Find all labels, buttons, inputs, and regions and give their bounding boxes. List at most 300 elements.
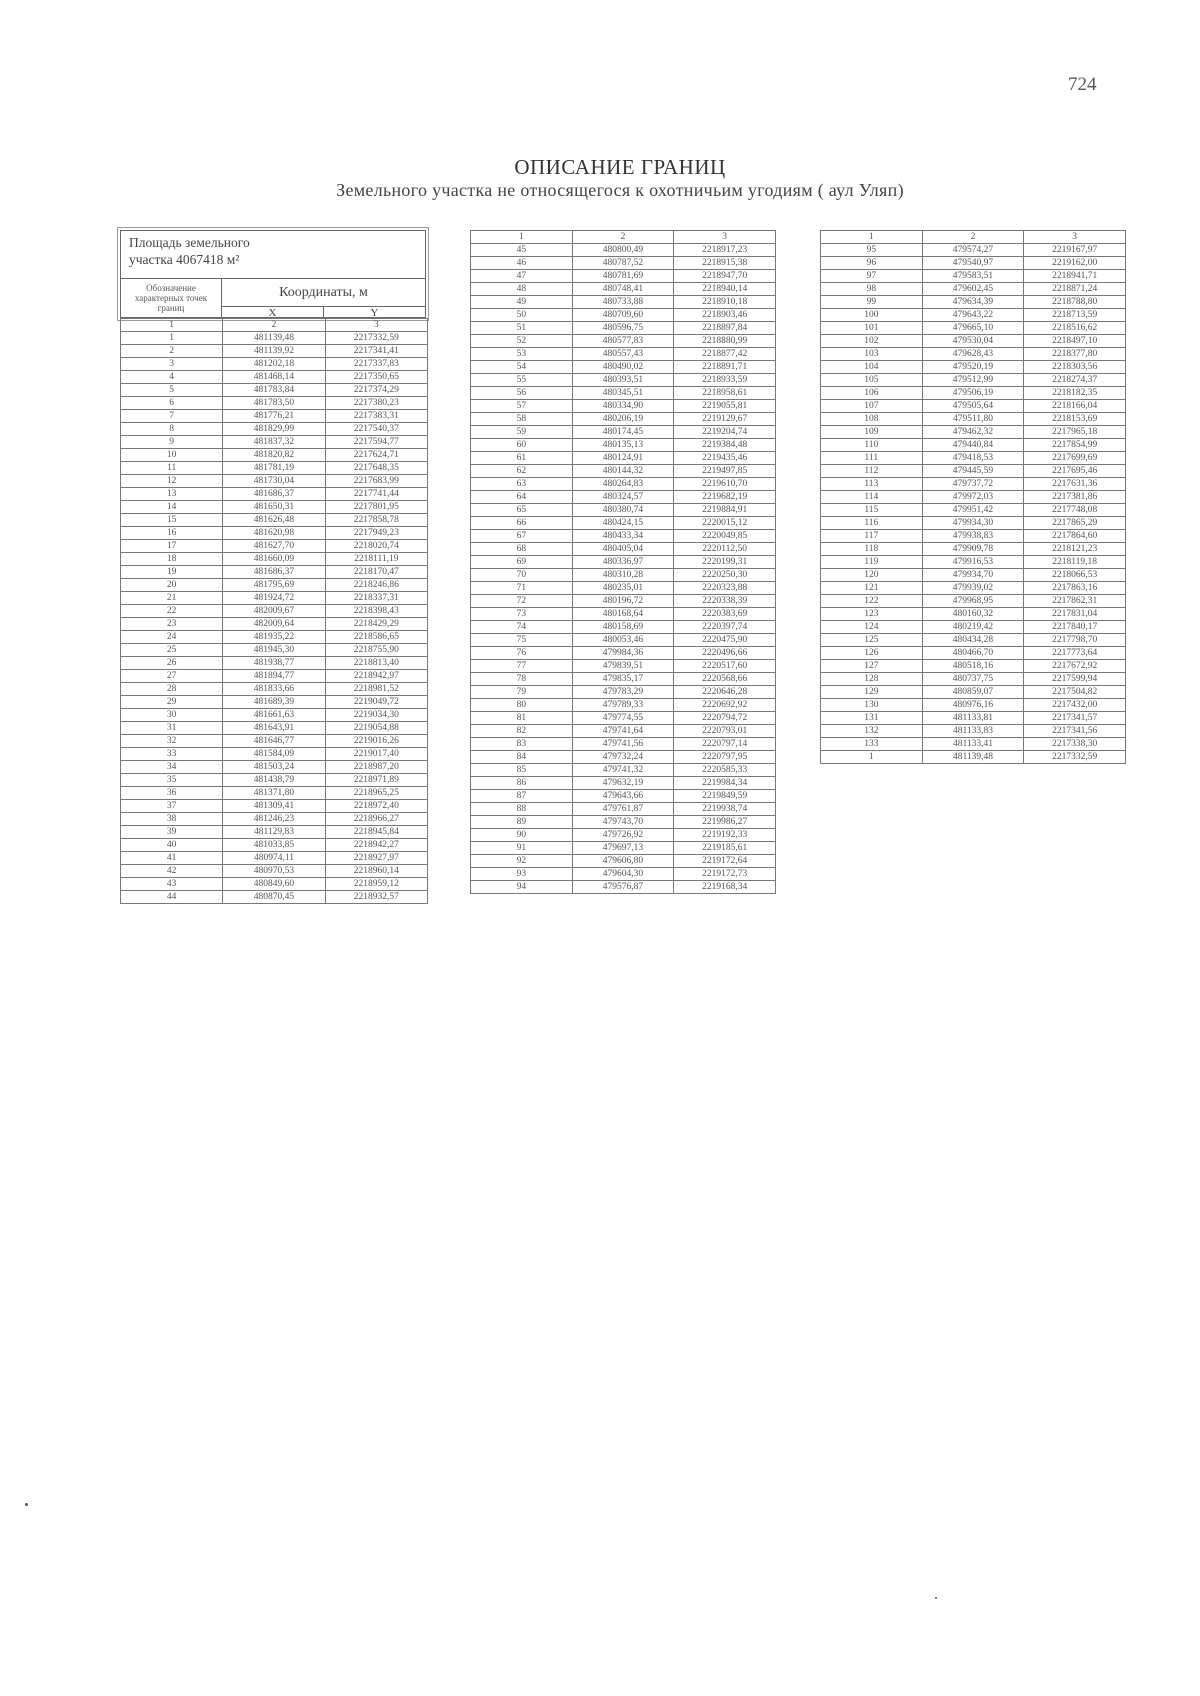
x-coordinate-cell: 479530,04 <box>922 335 1024 348</box>
y-coordinate-cell: 2217863,16 <box>1024 582 1126 595</box>
y-coordinate-cell: 2218170,47 <box>325 566 427 579</box>
point-number-cell: 13 <box>121 488 223 501</box>
table-row <box>821 738 1126 751</box>
x-coordinate-cell: 480737,75 <box>922 673 1024 686</box>
point-number-cell: 63 <box>471 478 573 491</box>
y-coordinate-cell: 2218971,89 <box>325 774 427 787</box>
x-coordinate-cell: 481620,98 <box>223 527 325 540</box>
y-coordinate-cell: 2217854,99 <box>1024 439 1126 452</box>
column-number-cell: 3 <box>325 319 427 332</box>
y-coordinate-cell: 2218880,99 <box>674 335 776 348</box>
y-coordinate-cell: 2217594,77 <box>325 436 427 449</box>
table-row <box>121 527 428 540</box>
table-row <box>471 257 776 270</box>
y-coordinate-cell: 2218516,62 <box>1024 322 1126 335</box>
point-number-cell: 28 <box>121 683 223 696</box>
point-number-cell: 10 <box>121 449 223 462</box>
y-coordinate-cell: 2219884,91 <box>674 504 776 517</box>
document-subtitle: Земельного участка не относящегося к охотничьим угодиям ( аул Уляп) <box>336 180 904 200</box>
point-number-cell: 67 <box>471 530 573 543</box>
table-row <box>821 296 1126 309</box>
x-coordinate-cell: 481924,72 <box>223 592 325 605</box>
x-coordinate-cell: 480158,69 <box>572 621 674 634</box>
x-coordinate-cell: 479604,30 <box>572 868 674 881</box>
point-number-cell: 76 <box>471 647 573 660</box>
point-number-cell: 55 <box>471 374 573 387</box>
point-number-cell: 94 <box>471 881 573 894</box>
table-row <box>821 569 1126 582</box>
table-row <box>471 283 776 296</box>
table-row <box>821 270 1126 283</box>
table-row <box>471 842 776 855</box>
table-row <box>121 722 428 735</box>
table-row <box>471 816 776 829</box>
y-coordinate-cell: 2217383,31 <box>325 410 427 423</box>
table-row <box>821 478 1126 491</box>
point-number-cell: 27 <box>121 670 223 683</box>
x-coordinate-cell: 480345,51 <box>572 387 674 400</box>
y-coordinate-cell: 2217648,35 <box>325 462 427 475</box>
y-coordinate-cell: 2220112,50 <box>674 543 776 556</box>
x-coordinate-cell: 479606,80 <box>572 855 674 868</box>
point-number-cell: 39 <box>121 826 223 839</box>
x-coordinate-cell: 481660,09 <box>223 553 325 566</box>
x-coordinate-cell: 481139,48 <box>223 332 325 345</box>
point-number-cell: 130 <box>821 699 923 712</box>
point-number-cell: 20 <box>121 579 223 592</box>
y-coordinate-cell: 2219610,70 <box>674 478 776 491</box>
table-row <box>471 868 776 881</box>
table-row <box>121 670 428 683</box>
x-coordinate-cell: 481795,69 <box>223 579 325 592</box>
scan-speck <box>935 1597 937 1599</box>
table-row <box>121 839 428 852</box>
y-coordinate-cell: 2220585,33 <box>674 764 776 777</box>
y-coordinate-cell: 2217337,83 <box>325 358 427 371</box>
y-coordinate-cell: 2217672,92 <box>1024 660 1126 673</box>
table-row <box>121 852 428 865</box>
y-coordinate-cell: 2218942,27 <box>325 839 427 852</box>
column-number-cell: 3 <box>1024 231 1126 244</box>
point-number-cell: 48 <box>471 283 573 296</box>
x-coordinate-cell: 479445,59 <box>922 465 1024 478</box>
y-coordinate-cell: 2218586,65 <box>325 631 427 644</box>
area-label-line1: Площадь земельного <box>129 235 250 250</box>
table-row <box>471 686 776 699</box>
x-coordinate-cell: 481584,09 <box>223 748 325 761</box>
x-coordinate-cell: 481776,21 <box>223 410 325 423</box>
table-row <box>821 634 1126 647</box>
y-coordinate-cell: 2220475,90 <box>674 634 776 647</box>
table-row <box>471 725 776 738</box>
x-coordinate-cell: 481837,32 <box>223 436 325 449</box>
table-row <box>121 878 428 891</box>
table-row <box>121 774 428 787</box>
y-coordinate-cell: 2218398,43 <box>325 605 427 618</box>
table-row <box>471 582 776 595</box>
x-coordinate-cell: 481643,91 <box>223 722 325 735</box>
x-coordinate-cell: 479909,78 <box>922 543 1024 556</box>
x-coordinate-cell: 481833,66 <box>223 683 325 696</box>
point-number-cell: 91 <box>471 842 573 855</box>
table-row <box>121 566 428 579</box>
point-number-cell: 66 <box>471 517 573 530</box>
x-coordinate-cell: 479697,13 <box>572 842 674 855</box>
y-coordinate-cell: 2219017,40 <box>325 748 427 761</box>
point-number-cell: 120 <box>821 569 923 582</box>
x-coordinate-cell: 479512,99 <box>922 374 1024 387</box>
point-number-cell: 60 <box>471 439 573 452</box>
y-coordinate-cell: 2217801,95 <box>325 501 427 514</box>
table-row <box>471 634 776 647</box>
table-header-block <box>120 230 426 318</box>
x-coordinate-cell: 481626,48 <box>223 514 325 527</box>
x-coordinate-cell: 481783,84 <box>223 384 325 397</box>
y-coordinate-cell: 2217631,36 <box>1024 478 1126 491</box>
y-coordinate-cell: 2219168,34 <box>674 881 776 894</box>
x-coordinate-cell: 480135,13 <box>572 439 674 452</box>
x-coordinate-cell: 481730,04 <box>223 475 325 488</box>
point-number-cell: 11 <box>121 462 223 475</box>
table-row <box>471 595 776 608</box>
table-row <box>821 582 1126 595</box>
y-coordinate-cell: 2218497,10 <box>1024 335 1126 348</box>
x-coordinate-cell: 479506,19 <box>922 387 1024 400</box>
table-row <box>471 556 776 569</box>
point-number-cell: 71 <box>471 582 573 595</box>
x-coordinate-cell: 480859,07 <box>922 686 1024 699</box>
x-coordinate-cell: 481781,19 <box>223 462 325 475</box>
x-coordinate-cell: 480490,02 <box>572 361 674 374</box>
y-coordinate-cell: 2217965,18 <box>1024 426 1126 439</box>
x-coordinate-cell: 481938,77 <box>223 657 325 670</box>
point-number-cell: 49 <box>471 296 573 309</box>
y-coordinate-cell: 2218246,86 <box>325 579 427 592</box>
table-row <box>121 423 428 436</box>
point-number-cell: 88 <box>471 803 573 816</box>
table-row <box>471 530 776 543</box>
y-coordinate-cell: 2217798,70 <box>1024 634 1126 647</box>
x-coordinate-cell: 481139,92 <box>223 345 325 358</box>
point-number-cell: 75 <box>471 634 573 647</box>
y-coordinate-cell: 2218166,04 <box>1024 400 1126 413</box>
y-coordinate-cell: 2218910,18 <box>674 296 776 309</box>
y-coordinate-cell: 2217341,57 <box>1024 712 1126 725</box>
x-column-header: X <box>222 306 324 319</box>
point-number-cell: 33 <box>121 748 223 761</box>
x-coordinate-cell: 480334,90 <box>572 400 674 413</box>
table-row <box>471 387 776 400</box>
scan-speck <box>25 1503 28 1506</box>
coordinates-table-part-3 <box>820 230 1126 764</box>
table-row <box>121 501 428 514</box>
x-coordinate-cell: 479462,32 <box>922 426 1024 439</box>
point-number-cell: 115 <box>821 504 923 517</box>
point-number-cell: 122 <box>821 595 923 608</box>
y-coordinate-cell: 2219055,81 <box>674 400 776 413</box>
point-number-cell: 73 <box>471 608 573 621</box>
table-row <box>471 673 776 686</box>
point-number-cell: 58 <box>471 413 573 426</box>
x-coordinate-cell: 479984,36 <box>572 647 674 660</box>
x-coordinate-cell: 481133,81 <box>922 712 1024 725</box>
x-coordinate-cell: 479602,45 <box>922 283 1024 296</box>
table-row <box>121 371 428 384</box>
table-row <box>471 699 776 712</box>
point-number-cell: 1 <box>121 332 223 345</box>
table-row <box>471 803 776 816</box>
x-coordinate-cell: 480800,49 <box>572 244 674 257</box>
x-coordinate-cell: 479741,64 <box>572 725 674 738</box>
x-coordinate-cell: 479737,72 <box>922 478 1024 491</box>
point-number-cell: 51 <box>471 322 573 335</box>
y-coordinate-cell: 2217683,99 <box>325 475 427 488</box>
table-row <box>471 608 776 621</box>
table-row <box>821 283 1126 296</box>
table-row <box>471 738 776 751</box>
x-coordinate-cell: 480433,34 <box>572 530 674 543</box>
table-row <box>471 309 776 322</box>
x-coordinate-cell: 480264,83 <box>572 478 674 491</box>
point-number-cell: 74 <box>471 621 573 634</box>
table-row <box>121 748 428 761</box>
table-row <box>121 384 428 397</box>
point-number-cell: 64 <box>471 491 573 504</box>
y-coordinate-cell: 2219129,67 <box>674 413 776 426</box>
x-coordinate-cell: 480324,57 <box>572 491 674 504</box>
y-coordinate-cell: 2220250,30 <box>674 569 776 582</box>
point-number-cell: 107 <box>821 400 923 413</box>
x-coordinate-cell: 479972,03 <box>922 491 1024 504</box>
table-row <box>821 647 1126 660</box>
x-coordinate-cell: 481309,41 <box>223 800 325 813</box>
y-coordinate-cell: 2219435,46 <box>674 452 776 465</box>
y-coordinate-cell: 2217858,78 <box>325 514 427 527</box>
x-coordinate-cell: 481945,30 <box>223 644 325 657</box>
document-title: ОПИСАНИЕ ГРАНИЦ <box>514 155 726 179</box>
x-coordinate-cell: 479938,83 <box>922 530 1024 543</box>
x-coordinate-cell: 480206,19 <box>572 413 674 426</box>
table-row <box>471 504 776 517</box>
table-row <box>121 514 428 527</box>
x-coordinate-cell: 480380,74 <box>572 504 674 517</box>
point-number-cell: 36 <box>121 787 223 800</box>
coordinates-table-part-2 <box>470 230 776 894</box>
y-coordinate-cell: 2218121,23 <box>1024 543 1126 556</box>
x-coordinate-cell: 479939,02 <box>922 582 1024 595</box>
table-row <box>821 673 1126 686</box>
x-coordinate-cell: 480596,75 <box>572 322 674 335</box>
point-number-cell: 89 <box>471 816 573 829</box>
y-coordinate-cell: 2220646,28 <box>674 686 776 699</box>
point-number-cell: 90 <box>471 829 573 842</box>
table-row <box>471 517 776 530</box>
column-number-row <box>121 319 428 332</box>
point-number-cell: 77 <box>471 660 573 673</box>
point-number-cell: 44 <box>121 891 223 904</box>
point-number-cell: 103 <box>821 348 923 361</box>
x-coordinate-cell: 480336,97 <box>572 556 674 569</box>
x-coordinate-cell: 479951,42 <box>922 504 1024 517</box>
table-row <box>471 361 776 374</box>
x-coordinate-cell: 479505,64 <box>922 400 1024 413</box>
table-row <box>121 735 428 748</box>
point-number-cell: 9 <box>121 436 223 449</box>
table-row <box>471 348 776 361</box>
table-row <box>821 556 1126 569</box>
y-coordinate-cell: 2218932,57 <box>325 891 427 904</box>
table-row <box>471 400 776 413</box>
point-number-cell: 23 <box>121 618 223 631</box>
x-coordinate-cell: 479934,70 <box>922 569 1024 582</box>
y-coordinate-cell: 2220397,74 <box>674 621 776 634</box>
x-coordinate-cell: 480310,28 <box>572 569 674 582</box>
table-row <box>821 712 1126 725</box>
x-coordinate-cell: 479520,19 <box>922 361 1024 374</box>
x-coordinate-cell: 479732,24 <box>572 751 674 764</box>
point-number-cell: 41 <box>121 852 223 865</box>
y-coordinate-cell: 2218965,25 <box>325 787 427 800</box>
x-coordinate-cell: 480870,45 <box>223 891 325 904</box>
x-coordinate-cell: 480733,88 <box>572 296 674 309</box>
y-coordinate-cell: 2218303,56 <box>1024 361 1126 374</box>
x-coordinate-cell: 479741,32 <box>572 764 674 777</box>
point-number-cell: 83 <box>471 738 573 751</box>
x-coordinate-cell: 479576,87 <box>572 881 674 894</box>
point-number-cell: 2 <box>121 345 223 358</box>
table-row <box>471 621 776 634</box>
table-row <box>121 709 428 722</box>
point-number-cell: 18 <box>121 553 223 566</box>
table-row <box>121 657 428 670</box>
x-coordinate-cell: 481129,83 <box>223 826 325 839</box>
x-coordinate-cell: 480174,45 <box>572 426 674 439</box>
y-coordinate-cell: 2218959,12 <box>325 878 427 891</box>
table-row <box>471 413 776 426</box>
point-number-cell: 45 <box>471 244 573 257</box>
y-coordinate-cell: 2218940,14 <box>674 283 776 296</box>
point-number-cell: 82 <box>471 725 573 738</box>
x-coordinate-cell: 481133,41 <box>922 738 1024 751</box>
point-number-cell: 93 <box>471 868 573 881</box>
x-coordinate-cell: 481820,82 <box>223 449 325 462</box>
point-number-cell: 47 <box>471 270 573 283</box>
x-coordinate-cell: 480434,28 <box>922 634 1024 647</box>
x-coordinate-cell: 481202,18 <box>223 358 325 371</box>
table-row <box>121 787 428 800</box>
x-coordinate-cell: 479540,97 <box>922 257 1024 270</box>
y-coordinate-cell: 2217338,30 <box>1024 738 1126 751</box>
point-number-cell: 37 <box>121 800 223 813</box>
table-row <box>471 322 776 335</box>
point-number-cell: 125 <box>821 634 923 647</box>
point-number-cell: 21 <box>121 592 223 605</box>
point-number-cell: 111 <box>821 452 923 465</box>
x-coordinate-cell: 480787,52 <box>572 257 674 270</box>
y-coordinate-cell: 2217504,82 <box>1024 686 1126 699</box>
x-coordinate-cell: 481686,37 <box>223 488 325 501</box>
point-number-cell: 38 <box>121 813 223 826</box>
y-coordinate-cell: 2217699,69 <box>1024 452 1126 465</box>
point-number-cell: 92 <box>471 855 573 868</box>
y-coordinate-cell: 2218066,53 <box>1024 569 1126 582</box>
point-number-cell: 99 <box>821 296 923 309</box>
y-coordinate-cell: 2217865,29 <box>1024 517 1126 530</box>
x-coordinate-cell: 479643,66 <box>572 790 674 803</box>
y-coordinate-cell: 2217374,29 <box>325 384 427 397</box>
x-coordinate-cell: 481133,83 <box>922 725 1024 738</box>
table-row <box>121 865 428 878</box>
point-number-cell: 46 <box>471 257 573 270</box>
point-number-cell: 7 <box>121 410 223 423</box>
point-number-cell: 127 <box>821 660 923 673</box>
x-coordinate-cell: 479511,80 <box>922 413 1024 426</box>
y-coordinate-cell: 2219497,85 <box>674 465 776 478</box>
y-coordinate-cell: 2218111,19 <box>325 553 427 566</box>
column-number-row <box>821 231 1126 244</box>
y-column-header: Y <box>324 306 425 319</box>
point-number-cell: 70 <box>471 569 573 582</box>
point-number-cell: 24 <box>121 631 223 644</box>
table-row <box>121 826 428 839</box>
point-number-cell: 65 <box>471 504 573 517</box>
point-number-cell: 57 <box>471 400 573 413</box>
y-coordinate-cell: 2217332,59 <box>325 332 427 345</box>
y-coordinate-cell: 2219384,48 <box>674 439 776 452</box>
x-coordinate-cell: 480976,16 <box>922 699 1024 712</box>
y-coordinate-cell: 2218755,90 <box>325 644 427 657</box>
y-coordinate-cell: 2219682,19 <box>674 491 776 504</box>
y-coordinate-cell: 2217341,56 <box>1024 725 1126 738</box>
column-number-cell: 1 <box>471 231 573 244</box>
x-coordinate-cell: 480518,16 <box>922 660 1024 673</box>
y-coordinate-cell: 2219849,59 <box>674 790 776 803</box>
x-coordinate-cell: 480577,83 <box>572 335 674 348</box>
x-coordinate-cell: 481783,50 <box>223 397 325 410</box>
y-coordinate-cell: 2217540,37 <box>325 423 427 436</box>
y-coordinate-cell: 2218981,52 <box>325 683 427 696</box>
table-row <box>821 504 1126 517</box>
table-row <box>471 855 776 868</box>
table-row <box>471 374 776 387</box>
y-coordinate-cell: 2217381,86 <box>1024 491 1126 504</box>
y-coordinate-cell: 2218945,84 <box>325 826 427 839</box>
point-number-cell: 4 <box>121 371 223 384</box>
table-row <box>121 345 428 358</box>
y-coordinate-cell: 2218020,74 <box>325 540 427 553</box>
y-coordinate-cell: 2217840,17 <box>1024 621 1126 634</box>
y-coordinate-cell: 2217741,44 <box>325 488 427 501</box>
point-number-cell: 86 <box>471 777 573 790</box>
area-label <box>129 234 250 268</box>
point-number-cell: 40 <box>121 839 223 852</box>
table-row <box>121 358 428 371</box>
y-coordinate-cell: 2217862,31 <box>1024 595 1126 608</box>
table-row <box>471 712 776 725</box>
y-coordinate-cell: 2218947,70 <box>674 270 776 283</box>
x-coordinate-cell: 482009,67 <box>223 605 325 618</box>
point-number-cell: 61 <box>471 452 573 465</box>
x-coordinate-cell: 481438,79 <box>223 774 325 787</box>
table-row <box>821 608 1126 621</box>
x-coordinate-cell: 479839,51 <box>572 660 674 673</box>
x-coordinate-cell: 481894,77 <box>223 670 325 683</box>
table-row <box>821 387 1126 400</box>
table-row <box>821 244 1126 257</box>
y-coordinate-cell: 2219172,64 <box>674 855 776 868</box>
designation-header: Обозначение характерных точек границ <box>121 278 222 318</box>
y-coordinate-cell: 2219185,61 <box>674 842 776 855</box>
